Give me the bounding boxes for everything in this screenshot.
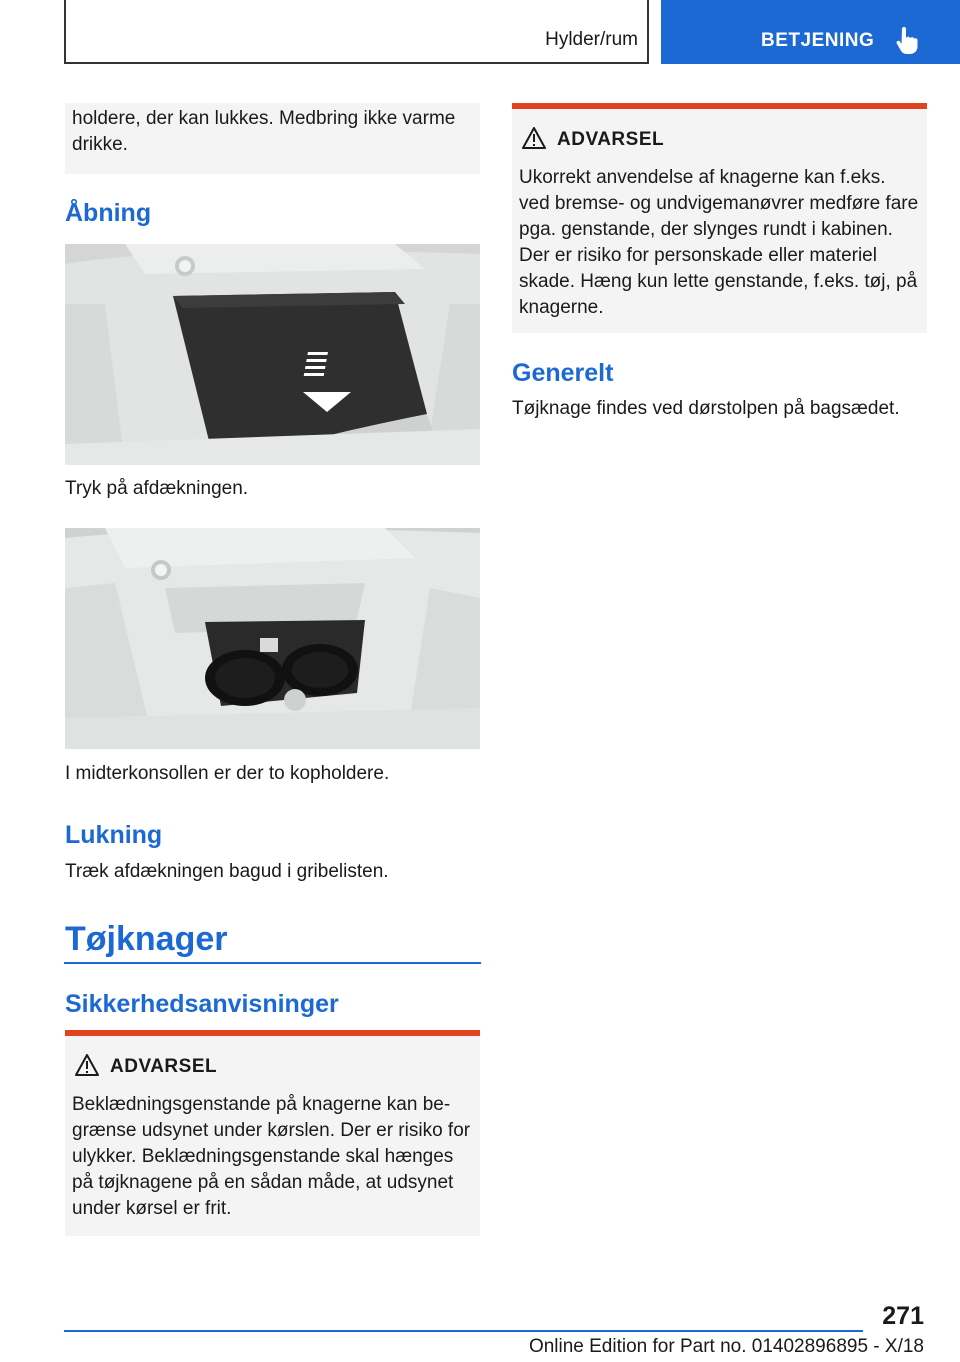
safety-heading: Sikkerhedsanvisninger xyxy=(65,990,339,1018)
closing-heading: Lukning xyxy=(65,821,163,849)
header-section-title: Hylder/rum xyxy=(545,29,638,50)
opening-heading: Åbning xyxy=(65,199,152,227)
pointing-hand-icon xyxy=(895,27,919,55)
section-title-rule xyxy=(64,962,481,964)
warning-box-right xyxy=(512,103,927,333)
general-heading: Generelt xyxy=(512,359,614,387)
general-text: Tøjknage findes ved dørstolpen på bagsædet. xyxy=(512,398,900,419)
cupholder-open-image xyxy=(65,528,480,749)
cover-closed-image xyxy=(65,244,480,465)
warning-title: ADVARSEL xyxy=(557,129,665,150)
warning-text: Beklædningsgenstande på knagerne kan be‐grænse udsynet under kørslen. Der er risiko for ulykker. Beklædningsgenstande skal hænges på tøjknagene på en sådan måde, at udsynet under kørsel er frit. xyxy=(72,1094,471,1219)
footer-edition-text: Online Edition for Part no. 01402896895 - X/18 xyxy=(528,1336,924,1357)
image2-caption: I midterkonsollen er der to kopholdere. xyxy=(65,763,390,784)
closing-text: Træk afdækningen bagud i gribelisten. xyxy=(65,861,389,882)
warning-triangle-icon xyxy=(74,1053,100,1077)
warning-title: ADVARSEL xyxy=(110,1056,218,1077)
header-chapter-title: BETJENING xyxy=(761,30,875,51)
section-title: Tøjknager xyxy=(65,920,228,958)
image1-caption: Tryk på afdækningen. xyxy=(65,478,249,499)
continued-note-box xyxy=(65,103,480,174)
warning-triangle-icon xyxy=(521,126,547,150)
header-chapter-tab[interactable] xyxy=(661,0,960,64)
page-number: 271 xyxy=(882,1302,924,1330)
footer-rule xyxy=(64,1330,863,1332)
continued-note-text: holdere, der kan lukkes. Medbring ikke varme drikke. xyxy=(72,108,456,155)
warning-box-left xyxy=(65,1030,480,1236)
warning-text: Ukorrekt anvendelse af knagerne kan f.eks. ved bremse- og undvigemanøvrer medføre fare pga. genstande, der slynges rundt i kabinen. Der er risiko for personskade eller materiel skade. Hæng kun lette genstande, f.eks. tøj, på knagerne. xyxy=(519,167,919,318)
